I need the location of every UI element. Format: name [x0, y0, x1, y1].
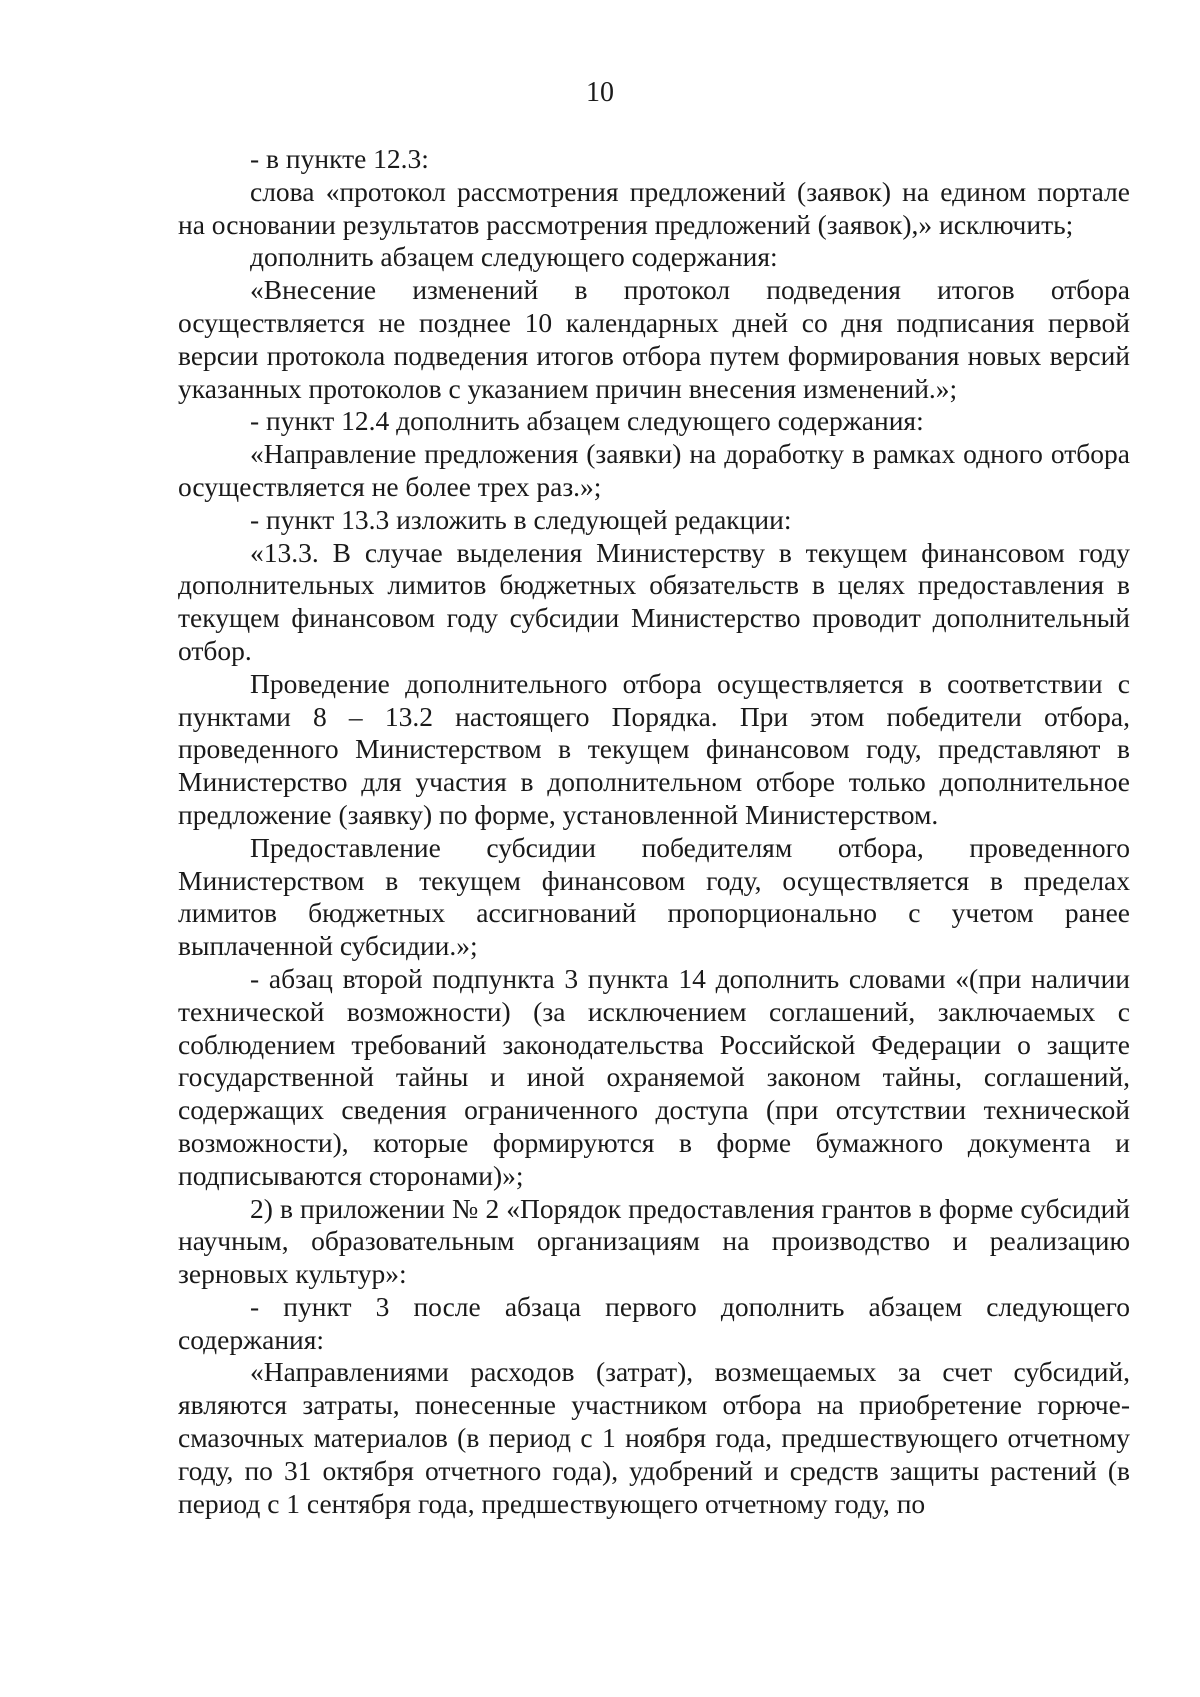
paragraph-subsidy-provision: Предоставление субсидии победителям отбора, проведенного Министерством в текущем финансовом году, осуществляется в пределах лимитов бюджетных ассигнований пропорционально с учетом ранее выплаченной субсидии.»; [178, 831, 1130, 962]
paragraph-protocol-changes: «Внесение изменений в протокол подведения итогов отбора осуществляется не позднее 10 календарных дней со дня подписания первой версии протокола подведения итогов отбора путем формирования новых версий указанных протоколов с указанием причин внесения изменений.»; [178, 274, 1130, 404]
paragraph-exclude-words: слова «протокол рассмотрения предложений (заявок) на едином портале на основании результатов рассмотрения предложений (заявок),» исключить; [178, 175, 1130, 240]
paragraph-appendix-2: 2) в приложении № 2 «Порядок предоставления грантов в форме субсидий научным, образовательным организациям на производство и реализацию зерновых культур»: [178, 1192, 1130, 1290]
paragraph-item-14: - абзац второй подпункта 3 пункта 14 дополнить словами «(при наличии технической возможности) (за исключением соглашений, заключаемых с соблюдением требований законодательства Российской Федерации о защите государственной тайны и иной охраняемой законом тайны, соглашений, содержащих сведения ограниченного доступа (при отсутствии технической возможности), которые формируются в форме бумажного документа и подписываются сторонами)»; [178, 962, 1130, 1191]
paragraph-item-12-4: - пункт 12.4 дополнить абзацем следующего содержания: [250, 405, 924, 437]
paragraph-additional-selection: Проведение дополнительного отбора осуществляется в соответствии с пунктами 8 – 13.2 настоящего Порядка. При этом победители отбора, проведенного Министерством в текущем финансовом году, представляют в Министерство для участия в дополнительном отборе только дополнительное предложение (заявку) по форме, установленной Министерством. [178, 667, 1130, 830]
paragraph-item-13-3: - пункт 13.3 изложить в следующей редакции: [250, 503, 792, 535]
page-number: 10 [586, 77, 614, 108]
paragraph-item-3: - пункт 3 после абзаца первого дополнить абзацем следующего содержания: [178, 1290, 1130, 1355]
paragraph-item-12-3-heading: - в пункте 12.3: [250, 143, 429, 174]
document-body [178, 143, 1130, 1520]
paragraph-add-abzac: дополнить абзацем следующего содержания: [250, 241, 778, 273]
paragraph-revision-limit: «Направление предложения (заявки) на доработку в рамках одного отбора осуществляется не более трех раз.»; [178, 438, 1130, 502]
paragraph-expense-directions: «Направлениями расходов (затрат), возмещаемых за счет субсидий, являются затраты, понесенные участником отбора на приобретение горюче-смазочных материалов (в период с 1 ноября года, предшествующего отчетному году, по 31 октября отчетного года), удобрений и средств защиты растений (в период с 1 сентября года, предшествующего отчетному году, по [178, 1356, 1130, 1519]
paragraph-13-3-text: «13.3. В случае выделения Министерству в текущем финансовом году дополнительных лимитов бюджетных обязательств в целях предоставления в текущем финансовом году субсидии Министерство проводит дополнительный отбор. [178, 536, 1130, 666]
